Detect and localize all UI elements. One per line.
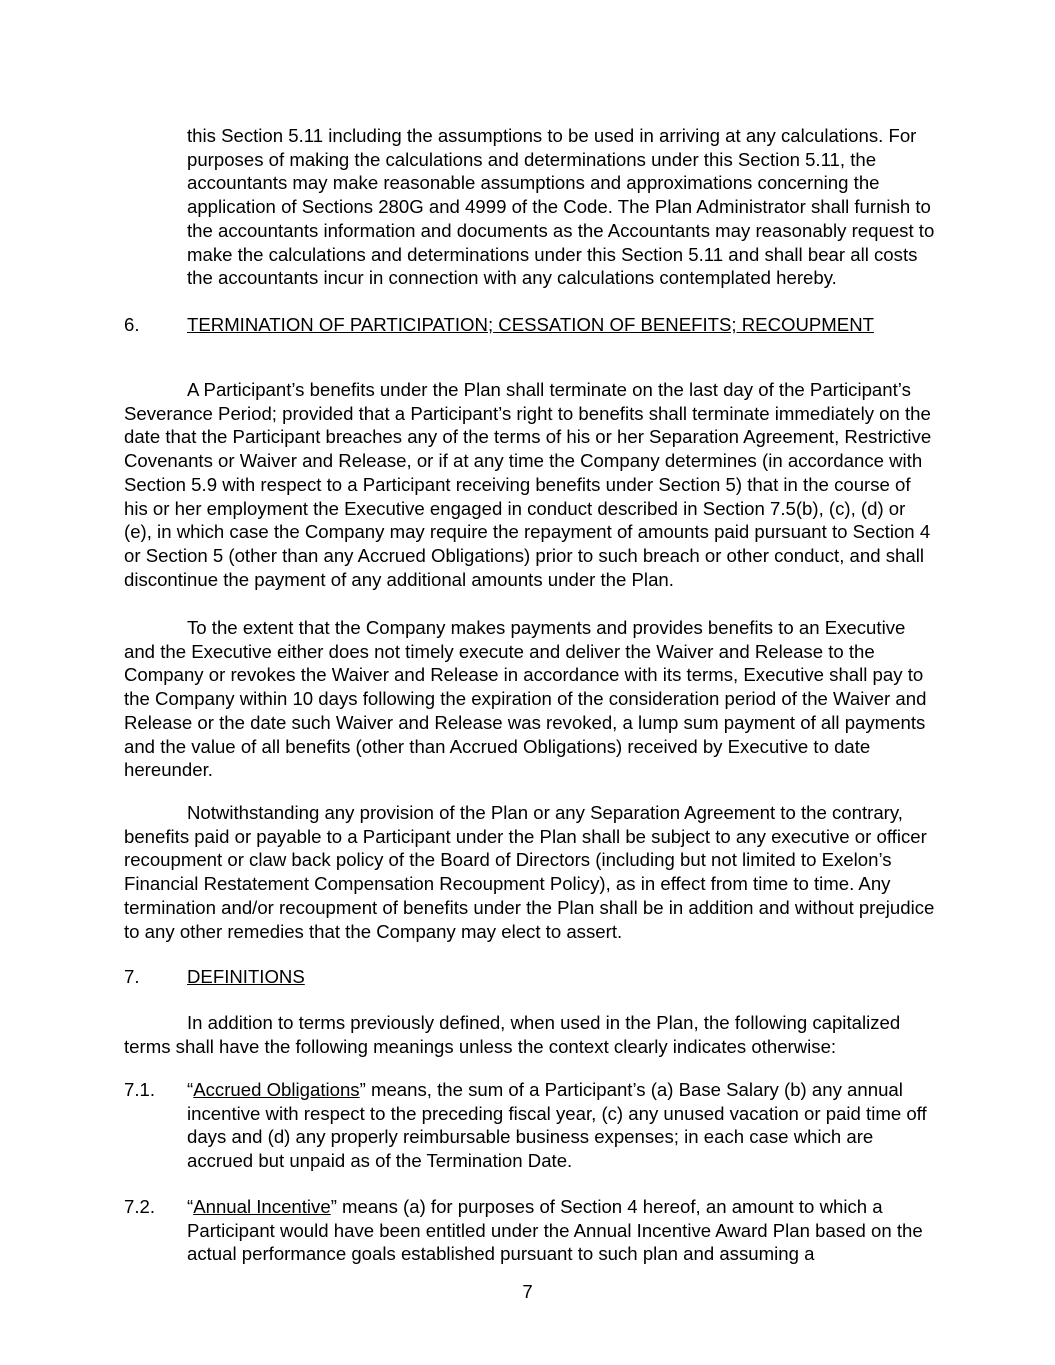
section-6-title: TERMINATION OF PARTICIPATION; CESSATION OF BENEFITS; RECOUPMENT [187, 314, 874, 335]
section-7-title: DEFINITIONS [187, 966, 305, 987]
carryover-paragraph: this Section 5.11 including the assumptions to be used in arriving at any calculations. For purposes of making the calculations and determinations under this Section 5.11, the accountants may make reasonable assumptions and approximations concerning the application of Sections 280G and 4999 of the Code. The Plan Administrator shall furnish to the accountants information and documents as the Accountants may reasonably request to make the calculations and determinations under this Section 5.11 and shall bear all costs the accountants incur in connection with any calculations contemplated hereby. [187, 125, 935, 289]
defined-term: Annual Incentive [193, 1196, 331, 1217]
definition-7-2-text: “Annual Incentive” means (a) for purposes of Section 4 hereof, an amount to which a Participant would have been entitled under the Annual Incentive Award Plan based on the actual performance goals established pursuant to such plan and assuming a [187, 1196, 923, 1265]
section-6-paragraph-2: To the extent that the Company makes payments and provides benefits to an Executive and the Executive either does not timely execute and deliver the Waiver and Release to the Company or revokes the Waiver and Release in accordance with its terms, Executive shall pay to the Company within 10 days following the expiration of the consideration period of the Waiver and Release or the date such Waiver and Release was revoked, a lump sum payment of all payments and the value of all benefits (other than Accrued Obligations) received by Executive to date hereunder. [124, 617, 927, 781]
section-6-number: 6. [124, 314, 140, 335]
section-6-paragraph-1: A Participant’s benefits under the Plan shall terminate on the last day of the Participant’s Severance Period; provided that a Participant’s right to benefits shall terminate immediately on the date that the Participant breaches any of the terms of his or her Separation Agreement, Restrictive Covenants or Waiver and Release, or if at any time the Company determines (in accordance with Section 5.9 with respect to a Participant receiving benefits under Section 5) that in the course of his or her employment the Executive engaged in conduct described in Section 7.5(b), (c), (d) or (e), in which case the Company may require the repayment of amounts paid pursuant to Section 4 or Section 5 (other than any Accrued Obligations) prior to such breach or other conduct, and shall discontinue the payment of any additional amounts under the Plan. [124, 379, 932, 590]
page-number: 7 [522, 1281, 533, 1302]
definition-7-2-number: 7.2. [124, 1196, 156, 1217]
defined-term: Accrued Obligations [193, 1079, 360, 1100]
section-7-number: 7. [124, 966, 140, 987]
definition-7-1-number: 7.1. [124, 1079, 156, 1100]
section-7-intro: In addition to terms previously defined, when used in the Plan, the following capitalized terms shall have the following meanings unless the context clearly indicates otherwise: [124, 1012, 901, 1057]
definition-7-1-text: “Accrued Obligations” means, the sum of a Participant’s (a) Base Salary (b) any annual incentive with respect to the preceding fiscal year, (c) any unused vacation or paid time off days and (d) any properly reimbursable business expenses; in each case which are accrued but unpaid as of the Termination Date. [187, 1079, 927, 1172]
section-6-paragraph-3: Notwithstanding any provision of the Plan or any Separation Agreement to the contrary, benefits paid or payable to a Participant under the Plan shall be subject to any executive or officer recoupment or claw back policy of the Board of Directors (including but not limited to Exelon’s Financial Restatement Compensation Recoupment Policy), as in effect from time to time. Any termination and/or recoupment of benefits under the Plan shall be in addition and without prejudice to any other remedies that the Company may elect to assert. [124, 802, 935, 942]
